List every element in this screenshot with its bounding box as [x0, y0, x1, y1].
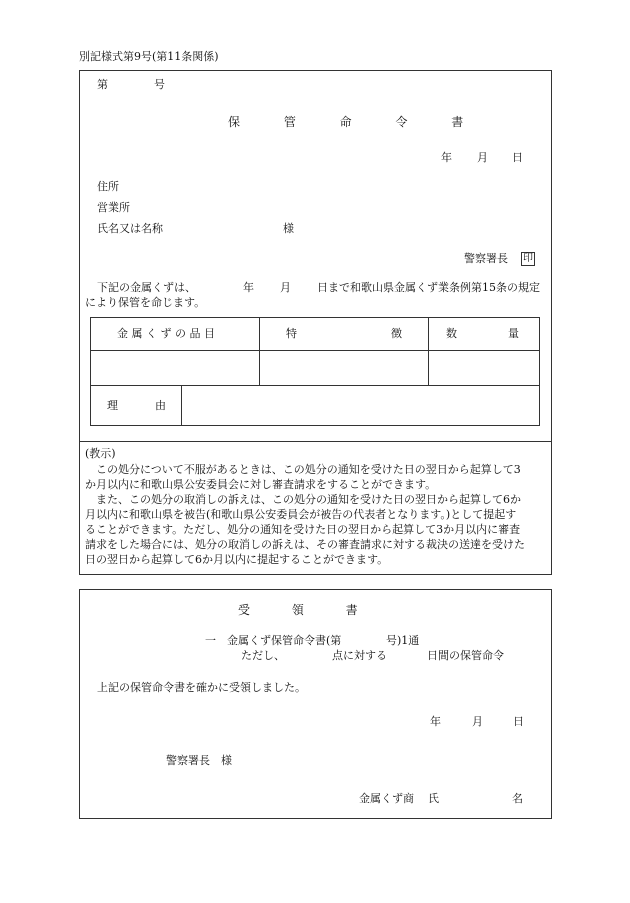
receipt-item-line-a: 一 金属くず保管命令書(第 [205, 634, 342, 647]
receipt-signer-mei: 名 [512, 792, 523, 805]
notice-heading: (教示) [85, 447, 116, 460]
receipt-date-month: 月 [472, 715, 483, 728]
reason-label-a: 理 [107, 399, 118, 412]
reason-col-divider [181, 385, 182, 426]
col-feature-header-b: 徴 [391, 327, 402, 340]
order-number-dai: 第 [97, 78, 108, 91]
body-line1-year: 年 [243, 281, 254, 294]
receipt-document [79, 589, 552, 819]
body-line2: により保管を命じます。 [85, 296, 206, 309]
notice-line: この処分について不服があるときは、この処分の通知を受けた日の翌日から起算して3 [85, 463, 521, 476]
col-quantity-header-b: 量 [508, 327, 519, 340]
table-col-divider-1 [259, 317, 260, 385]
receipt-item-line2-b: 点に対する [332, 649, 387, 662]
order-date-month: 月 [477, 151, 488, 164]
form-label: 別記様式第9号(第11条関係) [79, 50, 219, 63]
receipt-signer-shi: 氏 [428, 792, 439, 805]
notice-line: ることができます。ただし、処分の通知を受けた日の翌日から起算して3か月以内に審査 [85, 523, 521, 536]
field-name-sama: 様 [283, 222, 294, 235]
order-date-day: 日 [512, 151, 523, 164]
receipt-signer-label: 金属くず商 [359, 792, 414, 805]
body-line1-month: 月 [280, 281, 291, 294]
receipt-date-day: 日 [513, 715, 524, 728]
col-item-header: 金 属 く ず の 品 目 [117, 327, 215, 340]
field-name-label: 氏名又は名称 [97, 222, 163, 235]
receipt-item-line-b: 号)1通 [386, 634, 420, 647]
notice-line: 請求をした場合には、処分の取消しの訴えは、その審査請求に対する裁決の送達を受けた [85, 538, 525, 551]
table-col-divider-2 [428, 317, 429, 385]
reason-label-b: 由 [155, 399, 166, 412]
body-line1-a: 下記の金属くずは、 [97, 281, 196, 294]
notice-divider [79, 441, 552, 442]
notice-body [85, 462, 525, 567]
receipt-statement: 上記の保管命令書を確かに受領しました。 [97, 681, 306, 694]
col-quantity-header-a: 数 [446, 327, 457, 340]
table-header-divider [90, 350, 540, 351]
notice-line: また、この処分の取消しの訴えは、この処分の通知を受けた日の翌日から起算して6か [85, 493, 521, 506]
field-office-label: 営業所 [97, 201, 130, 214]
notice-line: か月以内に和歌山県公安委員会に対し審査請求をすることができます。 [85, 478, 437, 491]
receipt-date-year: 年 [430, 715, 441, 728]
receipt-title: 受 領 書 [238, 603, 358, 617]
table-row-divider [90, 385, 540, 386]
receipt-item-line2-a: ただし、 [241, 649, 285, 662]
notice-line: 日の翌日から起算して6か月以内に提起することができます。 [85, 553, 389, 566]
order-number-go: 号 [154, 78, 165, 91]
body-line1-rest: 日まで和歌山県金属くず業条例第15条の規定 [317, 281, 540, 294]
seal-mark: 印 [523, 253, 533, 264]
field-address-label: 住所 [97, 180, 119, 193]
notice-line: 月以内に和歌山県を被告(和歌山県公安委員会が被告の代表者となります。)として提起す [85, 508, 517, 521]
order-date-year: 年 [441, 151, 452, 164]
receipt-addressee: 警察署長 様 [166, 754, 232, 767]
col-feature-header-a: 特 [286, 327, 297, 340]
issuer-label: 警察署長 [464, 252, 508, 265]
receipt-item-line2-c: 日間の保管命令 [427, 649, 504, 662]
order-title: 保 管 命 令 書 [228, 115, 474, 129]
